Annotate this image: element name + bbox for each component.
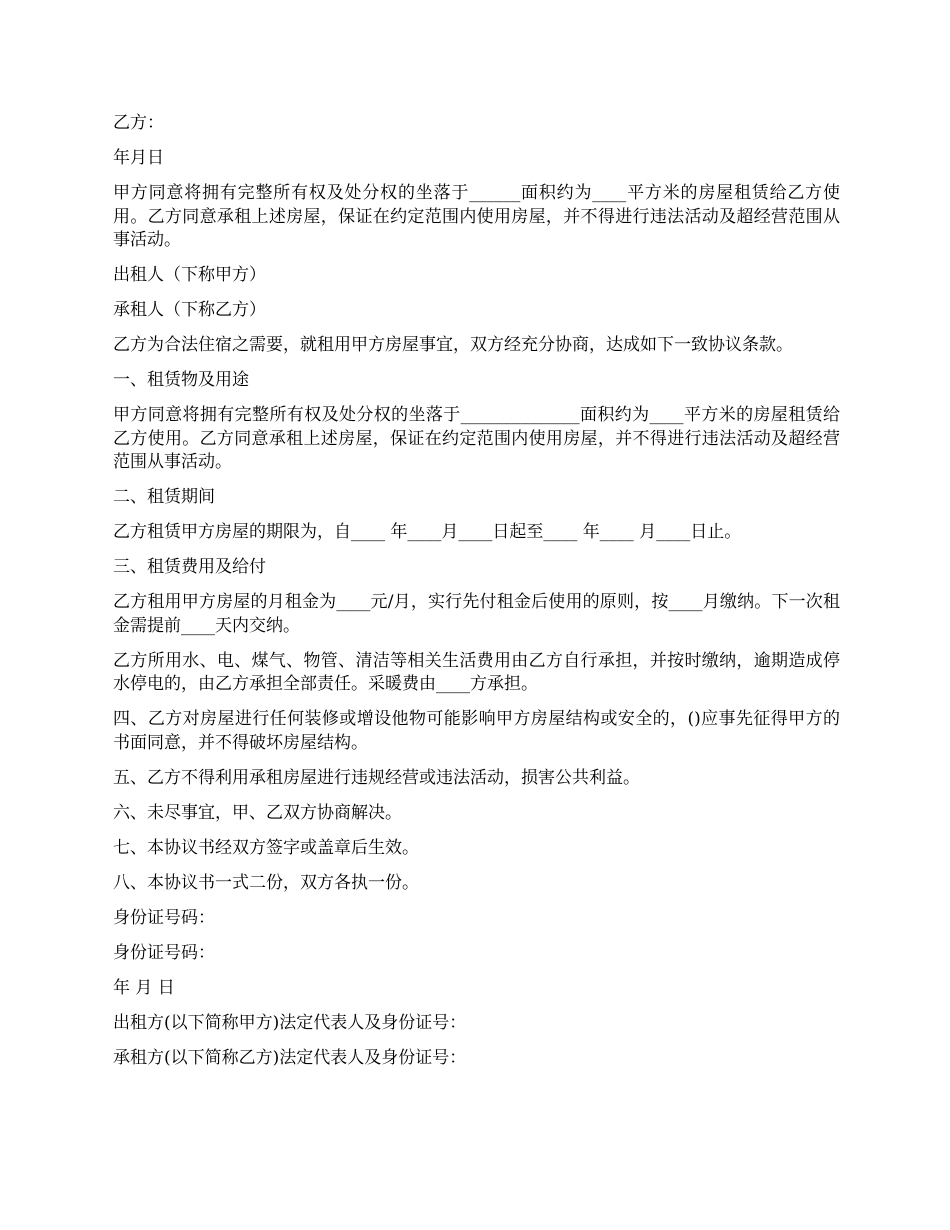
section-heading-2: 二、租赁期间 [113, 487, 215, 507]
section-3-utilities-paragraph: 乙方所用水、电、煤气、物管、清洁等相关生活费用由乙方自行承担，并按时缴纳，逾期造成停水停电的，由乙方承担全部责任。采暖费由____方承担。 [113, 650, 840, 694]
lessor-label: 出租人（下称甲方） [113, 265, 266, 285]
date-line: 年月日 [113, 148, 164, 168]
id-number-field-2: 身份证号码： [113, 942, 215, 963]
section-heading-3: 三、租赁费用及给付 [113, 557, 266, 577]
section-8-paragraph: 八、本协议书一式二份，双方各执一份。 [113, 872, 419, 893]
lessee-label: 承租人（下称乙方） [113, 300, 266, 320]
section-7-paragraph: 七、本协议书经双方签字或盖章后生效。 [113, 837, 419, 858]
signature-party-b-label: 乙方： [113, 113, 164, 133]
purpose-paragraph: 乙方为合法住宿之需要，就租用甲方房屋事宜，双方经充分协商，达成如下一致协议条款。 [113, 335, 793, 355]
lessor-representative-line: 出租方(以下简称甲方)法定代表人及身份证号： [113, 1012, 467, 1033]
section-4-paragraph: 四、乙方对房屋进行任何装修或增设他物可能影响甲方房屋结构或安全的，()应事先征得甲方的书面同意，并不得破坏房屋结构。 [113, 709, 840, 753]
section-3-rent-paragraph: 乙方租用甲方房屋的月租金为____元/月，实行先付租金后使用的原则，按____月缴纳。下一次租金需提前____天内交纳。 [113, 592, 840, 636]
section-2-paragraph: 乙方租赁甲方房屋的期限为，自____ 年____月____日起至____ 年____ 月____日止。 [113, 522, 742, 542]
document-body [113, 112, 840, 1082]
section-1-paragraph: 甲方同意将拥有完整所有权及处分权的坐落于______________面积约为____平方米的房屋租赁给乙方使用。乙方同意承租上述房屋，保证在约定范围内使用房屋，并不得进行违法活动及超经营范围从事活动。 [113, 405, 840, 472]
section-5-paragraph: 五、乙方不得利用承租房屋进行违规经营或违法活动，损害公共利益。 [113, 767, 640, 788]
lease-intro-paragraph: 甲方同意将拥有完整所有权及处分权的坐落于______面积约为____平方米的房屋租赁给乙方使用。乙方同意承租上述房屋，保证在约定范围内使用房屋，并不得进行违法活动及超经营范围从事活动。 [113, 183, 840, 250]
lessee-representative-line: 承租方(以下简称乙方)法定代表人及身份证号： [113, 1047, 467, 1068]
signing-date-line: 年 月 日 [113, 977, 175, 998]
section-heading-1: 一、租赁物及用途 [113, 370, 249, 390]
id-number-field-1: 身份证号码： [113, 907, 215, 928]
section-6-paragraph: 六、未尽事宜，甲、乙双方协商解决。 [113, 802, 402, 823]
